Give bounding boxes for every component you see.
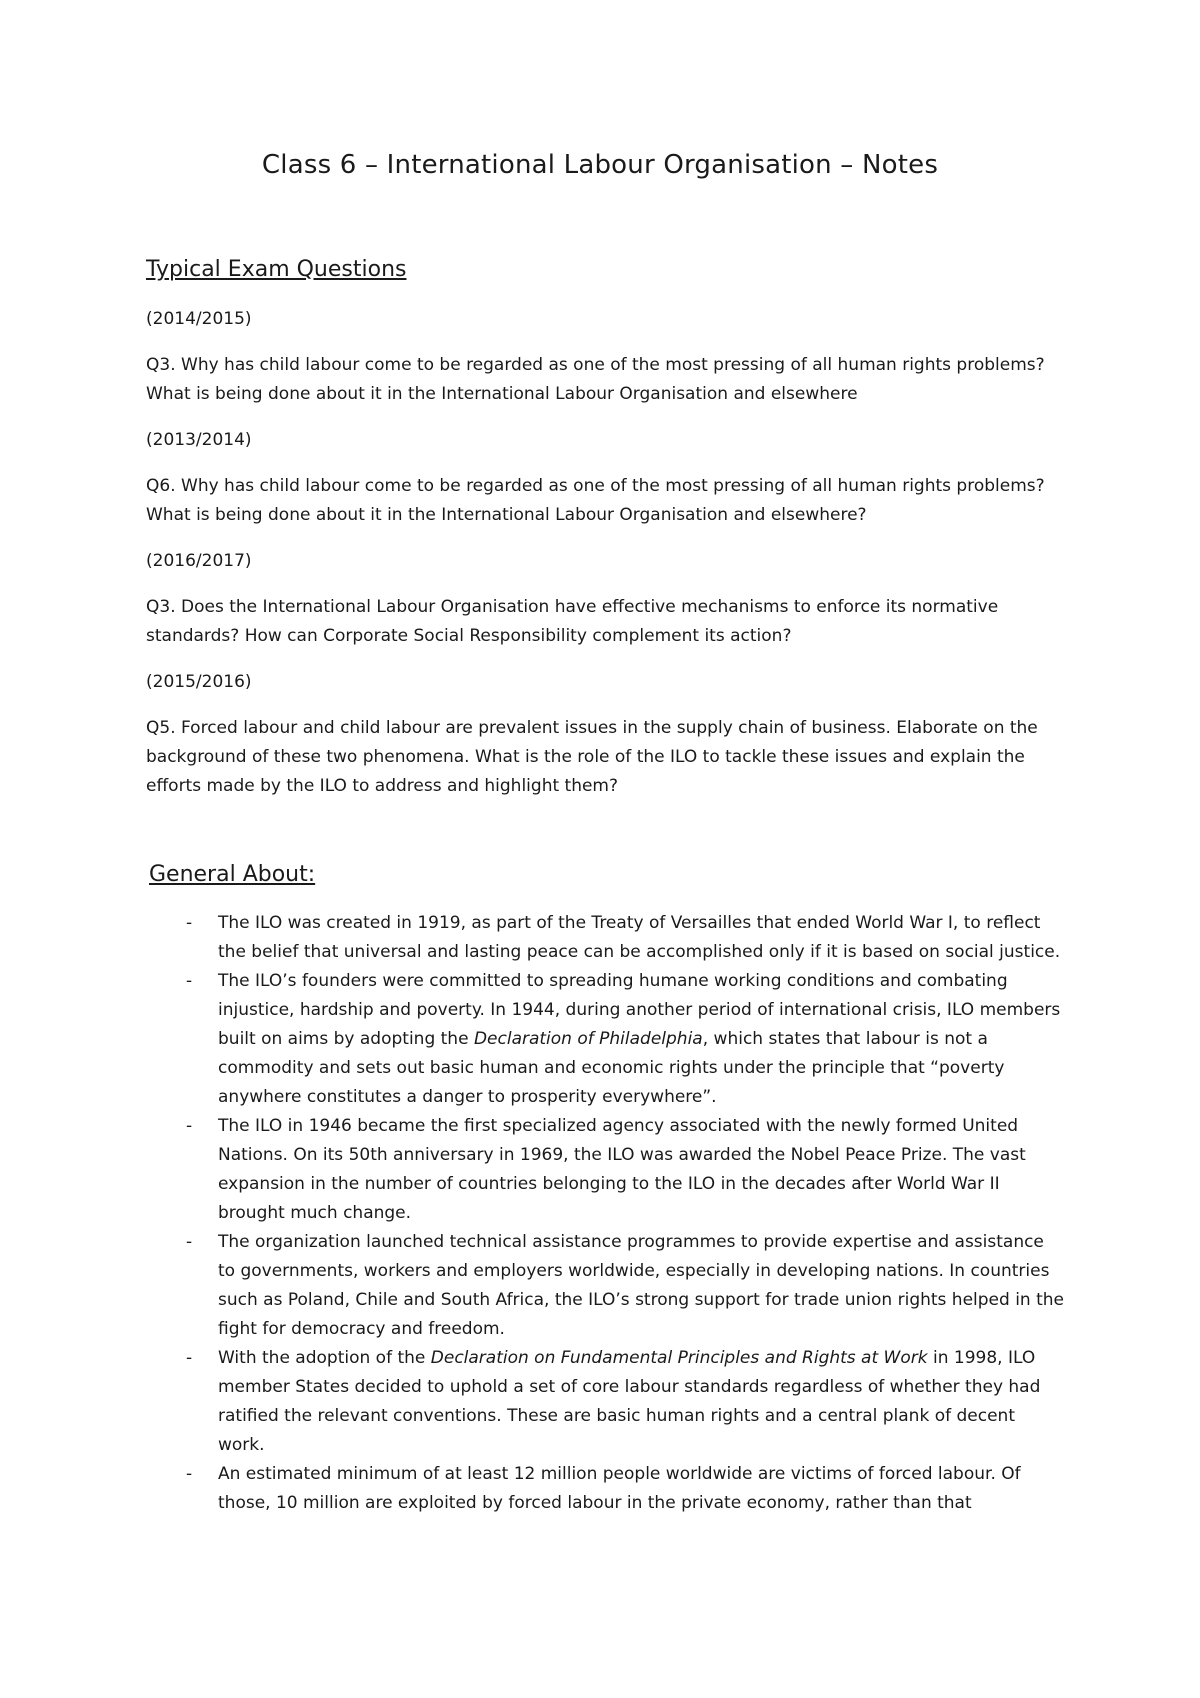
- bullet-text: With the adoption of the: [218, 1348, 431, 1368]
- general-bullet-list: [146, 909, 1066, 1518]
- bullet-text: The organization launched technical assistance programmes to provide expertise and assistance to governments, workers and employers worldwide, especially in developing nations. In countries such as Poland, Chile and South Africa, the ILO’s strong support for trade union rights helped in the fight for democracy and freedom.: [218, 1232, 1065, 1339]
- bullet-text: The ILO in 1946 became the first specialized agency associated with the newly formed United Nations. On its 50th anniversary in 1969, the ILO was awarded the Nobel Peace Prize. The vast expansion in the number of countries belonging to the ILO in the decades after World War II brought much change.: [218, 1116, 1026, 1223]
- exam-question-block: [146, 426, 1066, 530]
- bullet-dash: -: [186, 1116, 193, 1136]
- bullet-text: , which states that labour is not a commodity and sets out basic human and economic rights under the principle that “poverty anywhere constitutes a danger to prosperity everywhere”.: [218, 1029, 1005, 1107]
- exam-year: (2015/2016): [146, 672, 252, 692]
- exam-year: (2016/2017): [146, 551, 252, 571]
- document-title: Class 6 – International Labour Organisation – Notes: [261, 150, 939, 180]
- bullet-dash: -: [186, 1348, 193, 1368]
- exam-year: (2013/2014): [146, 430, 252, 450]
- exam-question-block: [146, 305, 1066, 409]
- bullet-italic-title: Declaration of Philadelphia: [473, 1029, 703, 1049]
- exam-question: [146, 472, 1066, 530]
- bullet-dash: -: [186, 1464, 193, 1484]
- bullet-italic-title: Declaration on Fundamental Principles and Rights at Work: [430, 1348, 928, 1368]
- question-number: Q6.: [146, 476, 176, 496]
- question-text: Why has child labour come to be regarded as one of the most pressing of all human rights problems? What is being done about it in the International Labour Organisation and elsewhere?: [146, 476, 1045, 525]
- exam-question: [146, 351, 1066, 409]
- bullet-item: [146, 967, 1066, 1112]
- bullet-item: [146, 1460, 1066, 1518]
- question-text: Forced labour and child labour are prevalent issues in the supply chain of business. Elaborate on the background of these two phenomena. What is the role of the ILO to tackle these issues and explain the efforts made by the ILO to address and highlight them?: [146, 718, 1038, 796]
- question-text: Why has child labour come to be regarded as one of the most pressing of all human rights problems? What is being done about it in the International Labour Organisation and elsewhere: [146, 355, 1045, 404]
- bullet-dash: -: [186, 971, 193, 991]
- bullet-item: [146, 1112, 1066, 1228]
- bullet-text: The ILO’s founders were committed to spreading humane working conditions and combating injustice, hardship and poverty. In 1944, during another period of international crisis, ILO members built on aims by adopting the: [218, 971, 1061, 1049]
- bullet-item: [146, 909, 1066, 967]
- bullet-text: An estimated minimum of at least 12 million people worldwide are victims of forced labour. Of those, 10 million are exploited by forced labour in the private economy, rather than that: [218, 1464, 1021, 1513]
- exam-question-block: [146, 668, 1066, 801]
- exam-question: [146, 714, 1066, 801]
- question-number: Q3.: [146, 597, 176, 617]
- bullet-dash: -: [186, 913, 193, 933]
- bullet-text: in 1998, ILO member States decided to uphold a set of core labour standards regardless of whether they had ratified the relevant conventions. These are basic human rights and a central plank of decent work.: [218, 1348, 1041, 1455]
- document-body: [146, 254, 1066, 1518]
- exam-questions-heading: Typical Exam Questions: [146, 257, 407, 282]
- general-about-heading: General About:: [149, 862, 316, 887]
- question-number: Q5.: [146, 718, 176, 738]
- bullet-dash: -: [186, 1232, 193, 1252]
- bullet-item: [146, 1228, 1066, 1344]
- exam-question-block: [146, 547, 1066, 651]
- exam-year: (2014/2015): [146, 309, 252, 329]
- question-text: Does the International Labour Organisation have effective mechanisms to enforce its normative standards? How can Corporate Social Responsibility complement its action?: [146, 597, 999, 646]
- question-number: Q3.: [146, 355, 176, 375]
- exam-question: [146, 593, 1066, 651]
- bullet-item: [146, 1344, 1066, 1460]
- bullet-text: The ILO was created in 1919, as part of the Treaty of Versailles that ended World War I, to reflect the belief that universal and lasting peace can be accomplished only if it is based on social justice.: [218, 913, 1061, 962]
